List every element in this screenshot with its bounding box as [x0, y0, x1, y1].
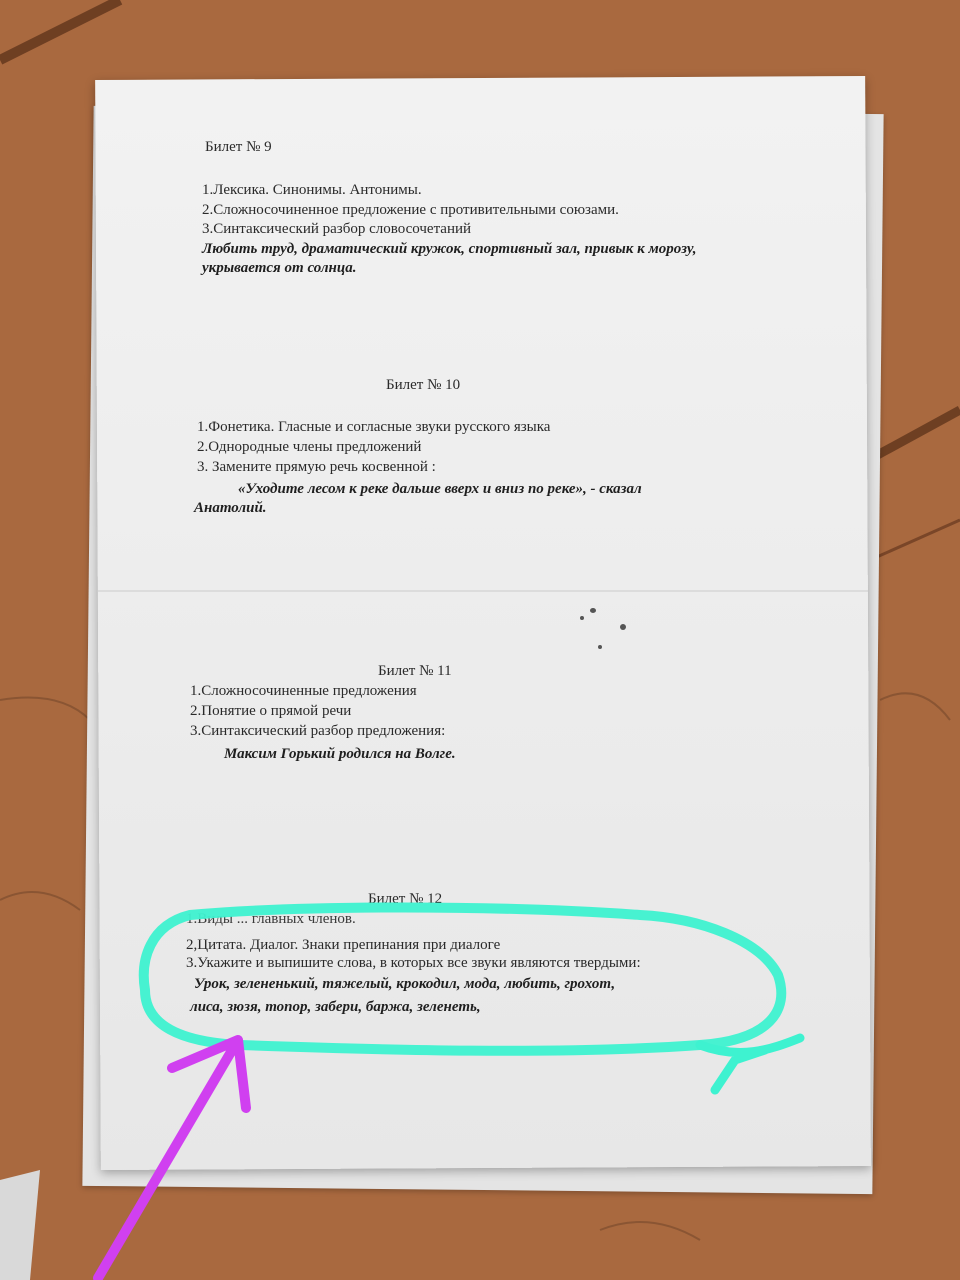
- ticket-9-question-1: 1.Лексика. Синонимы. Антонимы.: [202, 182, 422, 198]
- ticket-10-task-line-1: «Уходите лесом к реке дальше вверх и вниз по реке», - сказал: [238, 481, 642, 497]
- ticket-12-question-3: 3.Укажите и выпишите слова, в которых все звуки являются твердыми:: [186, 955, 641, 971]
- ticket-10-title: Билет № 10: [386, 377, 461, 393]
- highlight-loop-mark: [144, 908, 781, 1051]
- ticket-12-title: Билет № 12: [368, 891, 443, 907]
- ticket-11-question-1: 1.Сложносочиненные предложения: [190, 683, 417, 699]
- ticket-12-task-line-2: лиса, зюзя, топор, забери, баржа, зеленеть,: [190, 999, 481, 1015]
- ticket-11-title: Билет № 11: [378, 663, 452, 679]
- ticket-9-title: Билет № 9: [205, 139, 272, 155]
- ticket-9-task-line-2: укрывается от солнца.: [202, 260, 357, 276]
- ticket-9-question-3: 3.Синтаксический разбор словосочетаний: [202, 221, 472, 237]
- ticket-12-question-1: 1.Виды ... главных членов.: [186, 911, 356, 927]
- ticket-12-task-line-1: Урок, зелененький, тяжелый, крокодил, мода, любить, грохот,: [194, 976, 616, 992]
- ticket-11-question-2: 2.Понятие о прямой речи: [190, 703, 352, 719]
- ticket-10-question-1: 1.Фонетика. Гласные и согласные звуки русского языка: [197, 419, 551, 435]
- ticket-10-question-3: 3. Замените прямую речь косвенной :: [197, 459, 436, 475]
- ticket-10-question-2: 2.Однородные члены предложений: [197, 439, 422, 455]
- ticket-9-task-line-1: Любить труд, драматический кружок, спортивный зал, привык к морозу,: [202, 241, 697, 257]
- ticket-12-question-2: 2,Цитата. Диалог. Знаки препинания при диалоге: [186, 937, 501, 953]
- pink-arrow-mark: [98, 1040, 246, 1278]
- ticket-11-question-3: 3.Синтаксический разбор предложения:: [190, 723, 446, 739]
- ticket-10-task-line-2: Анатолий.: [194, 500, 267, 516]
- highlight-tail-mark: [700, 1038, 800, 1090]
- ticket-9-question-2: 2.Сложносочиненное предложение с противительными союзами.: [202, 202, 619, 218]
- ticket-11-task-line-1: Максим Горький родился на Волге.: [224, 746, 456, 762]
